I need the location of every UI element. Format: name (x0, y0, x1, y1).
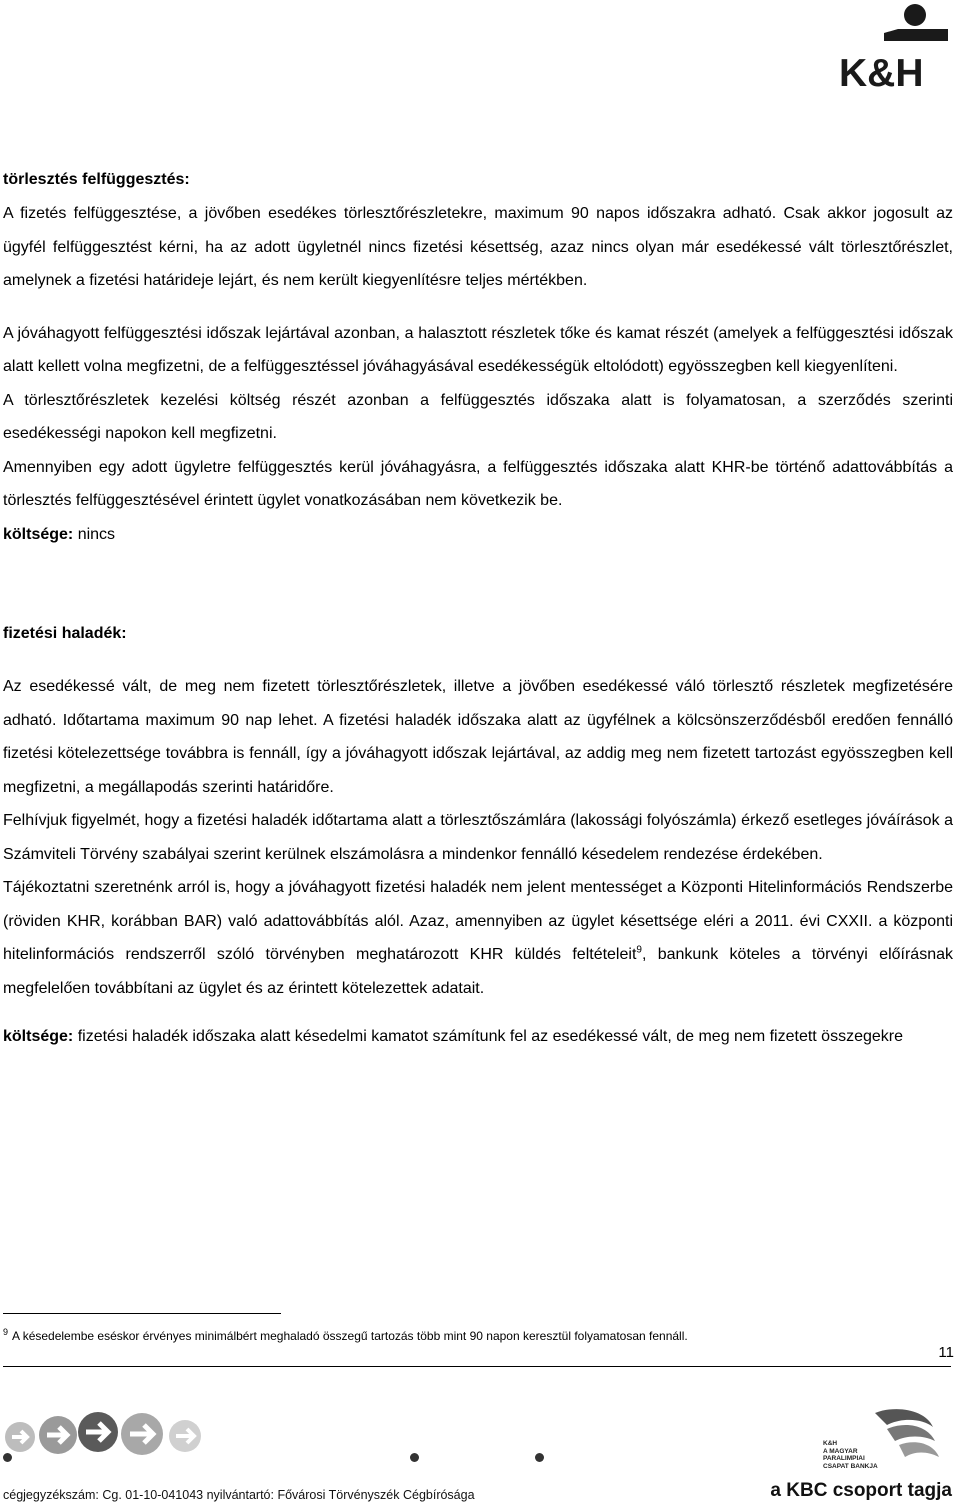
cost-value: fizetési haladék időszaka alatt késedelmi kamatot számítunk fel az esedékessé vált, de meg nem fizetett összegekre (73, 1028, 903, 1045)
bullet-icon (3, 1453, 12, 1462)
footer-divider (3, 1366, 951, 1367)
main-content (3, 163, 953, 1049)
grace-cost (3, 1025, 953, 1049)
kh-logo-graphic (838, 0, 956, 92)
kh-logo (838, 0, 956, 92)
section-heading-grace: fizetési haladék: (3, 625, 127, 642)
section-heading-suspension: törlesztés felfüggesztés: (3, 171, 190, 188)
cost-value: nincs (73, 525, 116, 543)
suspension-paragraph-4: Amennyiben egy adott ügyletre felfüggesztés kerül jóváhagyásra, a felfüggesztés időszaka alatt KHR-be történő adattovábbítás a törlesztés felfüggesztésével érintett ügylet vonatkozásában nem következik be. (3, 458, 953, 509)
cost-label: költsége: (3, 1028, 74, 1045)
footnote-reference[interactable]: 9 (636, 944, 642, 956)
partner-line-2: A MAGYAR (823, 1447, 858, 1455)
decorative-arrows (0, 1412, 240, 1462)
suspension-cost (3, 518, 953, 552)
arrow-icons (0, 1412, 240, 1462)
footnote-number: 9 (3, 1327, 9, 1337)
cost-label: költsége: (3, 525, 74, 543)
grace-paragraph-2: Felhívjuk figyelmét, hogy a fizetési haladék időtartama alatt a törlesztőszámlára (lakossági folyószámla) érkező esetleges jóváírások a Számviteli Törvény szabályai szerint kerülnek elszámolásra a mindenkor fennálló késedelem rendezése érdekében. (3, 812, 953, 863)
partner-line-1: K&H (823, 1440, 838, 1447)
company-registry: cégjegyzékszám: Cg. 01-10-041043 nyilvántartó: Fővárosi Törvényszék Cégbírósága (3, 1488, 475, 1502)
footnote-divider (3, 1313, 281, 1314)
footnote (3, 1323, 943, 1345)
grace-paragraph-1: Az esedékessé vált, de meg nem fizetett törlesztőrészletek, illetve a jövőben esedékessé váló törlesztő részletek megfizetésére adható. Időtartama maximum 90 nap lehet. A fizetési haladék időszaka alatt az ügyfélnek a kölcsönszerződésből eredően fennálló fizetési kötelezettsége továbbra is fennáll, így a jóváhagyott időszak lejártával, az addig meg nem fizetett tartozást egyösszegben kell megfizetni, a megállapodás szerinti határidőre. (3, 678, 953, 796)
footnote-text: A késedelembe eséskor érvényes minimálbért meghaladó összegű tartozás több mint 90 napon keresztül folyamatosan fennáll. (12, 1329, 688, 1343)
suspension-paragraph-3: A törlesztőrészletek kezelési költség részét azonban a felfüggesztés időszaka alatt is folyamatosan, a szerződés szerinti esedékességi napokon kell megfizetni. (3, 391, 953, 442)
partner-line-4: CSAPAT BANKJA (823, 1462, 878, 1470)
svg-text:K&H: K&H (839, 52, 924, 92)
suspension-paragraph-2: A jóváhagyott felfüggesztési időszak lejártával azonban, a halasztott részletek tőke és kamat részét (amelyek a felfüggesztési időszak alatt kellett volna megfizetni, de a felfüggesztéssel jóváhagyásával esedékességük eltolódott) egyösszegben kell kiegyenlíteni. (3, 324, 953, 375)
suspension-paragraph-1: A fizetés felfüggesztése, a jövőben esedékes törlesztőrészletekre, maximum 90 napos időszakra adható. Csak akkor jogosult az ügyfél felfüggesztést kérni, ha az adott ügyletnél nincs fizetési késettség, azaz nincs olyan már esedékessé vált törlesztőrészlet, amelynek a fizetési határideje lejárt, és nem került kiegyenlítésre teljes mértékben. (3, 205, 953, 289)
grace-p3-text: Tájékoztatni szeretnénk arról is, hogy a jóváhagyott fizetési haladék nem jelent mentességet a Központi Hitelinformációs Rendszerbe (röviden KHR, korábban BAR) való adattovábbítás alól. Azaz, amennyiben az ügylet késettsége eléri a 2011. évi CXXII. a központi hitelinformációs rendszerről szóló törvényben meghatározott KHR küldés feltételeit (3, 879, 953, 963)
bullet-icon (535, 1453, 544, 1462)
paralympic-logo-text (823, 1440, 878, 1470)
partner-line-3: PARALIMPIAI (823, 1455, 865, 1462)
page-number: 11 (938, 1344, 954, 1361)
kbc-group-member: a KBC csoport tagja (770, 1480, 952, 1501)
grace-p3-text-end: , bankunk köteles a törvényi előírásnak megfelelően továbbítani az ügylet és az érintett kötelezettek adatait. (3, 946, 953, 997)
bullet-icon (410, 1453, 419, 1462)
grace-paragraph-3 (3, 871, 953, 1005)
